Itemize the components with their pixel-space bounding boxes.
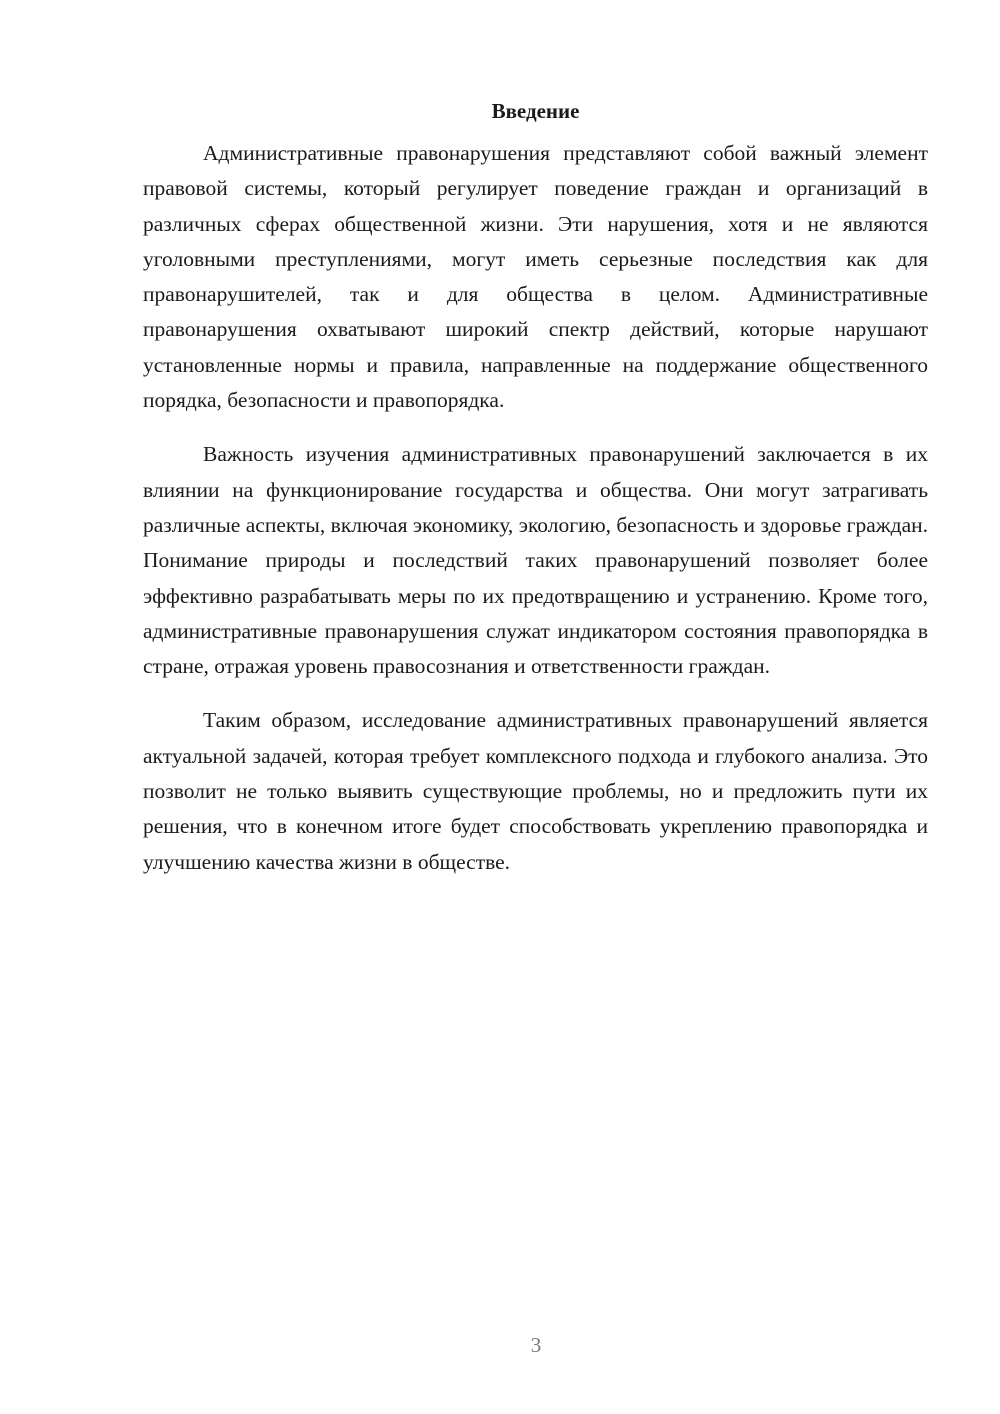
- paragraph-1: Административные правонарушения представляют собой важный элемент правовой системы, который регулирует поведение граждан и организаций в различных сферах общественной жизни. Эти нарушения, хотя и не являются уголовными преступлениями, могут иметь серьезные последствия как для правонарушителей, так и для общества в целом. Административные правонарушения охватывают широкий спектр действий, которые нарушают установленные нормы и правила, направленные на поддержание общественного порядка, безопасности и правопорядка.: [143, 141, 928, 413]
- paragraph-3: Таким образом, исследование административных правонарушений является актуальной задачей, которая требует комплексного подхода и глубокого анализа. Это позволит не только выявить существующие проблемы, но и предложить пути их решения, что в конечном итоге будет способствовать укреплению правопорядка и улучшению качества жизни в обществе.: [143, 708, 928, 874]
- paragraph-2: Важность изучения административных правонарушений заключается в их влиянии на функционирование государства и общества. Они могут затрагивать различные аспекты, включая экономику, экологию, безопасность и здоровье граждан. Понимание природы и последствий таких правонарушений позволяет более эффективно разрабатывать меры по их предотвращению и устранению. Кроме того, административные правонарушения служат индикатором состояния правопорядка в стране, отражая уровень правосознания и ответственности граждан.: [143, 442, 928, 679]
- section-heading: Введение: [491, 99, 580, 123]
- page-number: 3: [530, 1333, 542, 1357]
- document-body: [143, 96, 928, 899]
